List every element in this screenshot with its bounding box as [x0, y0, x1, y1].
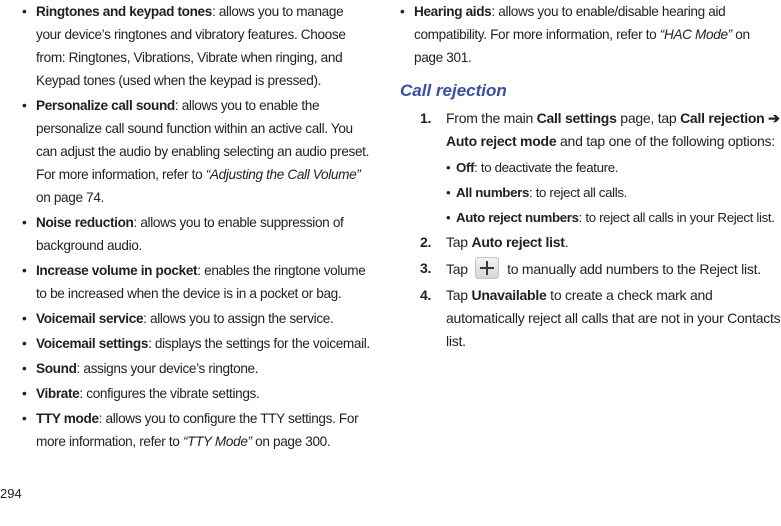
- bullet-ringtones: • Ringtones and keypad tones: allows you to manage your device’s ringtones and vibratory features. Choose from: Ringtones, Vibrations, Vibrate when ringing, and Keypad tones (used when the keypad is pressed).: [22, 4, 346, 88]
- option-off: • Off: to deactivate the feature.: [446, 160, 619, 175]
- bullet-vibrate: • Vibrate: configures the vibrate settings.: [22, 386, 260, 401]
- option-auto-reject-numbers: • Auto reject numbers: to reject all calls in your Reject list.: [446, 210, 775, 225]
- bullet-sound: • Sound: assigns your device’s ringtone.: [22, 361, 259, 376]
- plus-icon: [475, 257, 499, 279]
- bullet-personalize-call-sound: • Personalize call sound: allows you to enable the personalize call sound function within an active call. You can adjust the audio by enabling selecting an audio preset. For more information, refer to “Adjusting the Call Volume” on page 74.: [22, 98, 370, 205]
- section-heading: Call rejection: [400, 81, 507, 100]
- bullet-hearing-aids: • Hearing aids: allows you to enable/disable hearing aid compatibility. For more information, refer to “HAC Mode” on page 301.: [400, 4, 750, 65]
- step-4: 4. Tap Unavailable to create a check mark and automatically reject all calls that are not in your Contacts list.: [420, 287, 781, 349]
- option-all-numbers: • All numbers: to reject all calls.: [446, 185, 627, 200]
- cross-reference: “TTY Mode”: [182, 434, 252, 449]
- bullet-noise-reduction: • Noise reduction: allows you to enable suppression of background audio.: [22, 215, 344, 253]
- bullet-voicemail-service: • Voicemail service: allows you to assign the service.: [22, 311, 334, 326]
- step-2: 2. Tap Auto reject list.: [420, 234, 569, 250]
- right-column: [398, 0, 781, 356]
- bullet-increase-volume: • Increase volume in pocket: enables the ringtone volume to be increased when the device is in a pocket or bag.: [22, 263, 366, 301]
- bullet-tty-mode: • TTY mode: allows you to configure the TTY settings. For more information, refer to “TTY Mode” on page 300.: [22, 411, 359, 449]
- cross-reference: “HAC Mode”: [659, 27, 732, 42]
- page-number: 294: [0, 486, 22, 501]
- left-column: [20, 0, 370, 455]
- bullet-voicemail-settings: • Voicemail settings: displays the settings for the voicemail.: [22, 336, 370, 351]
- cross-reference: “Adjusting the Call Volume”: [205, 167, 361, 182]
- step-1: 1. From the main Call settings page, tap Call rejection ➔ Auto reject mode and tap one of the following options:: [420, 110, 780, 149]
- step-3: 3. Tap to manually add numbers to the Reject list.: [398, 257, 781, 281]
